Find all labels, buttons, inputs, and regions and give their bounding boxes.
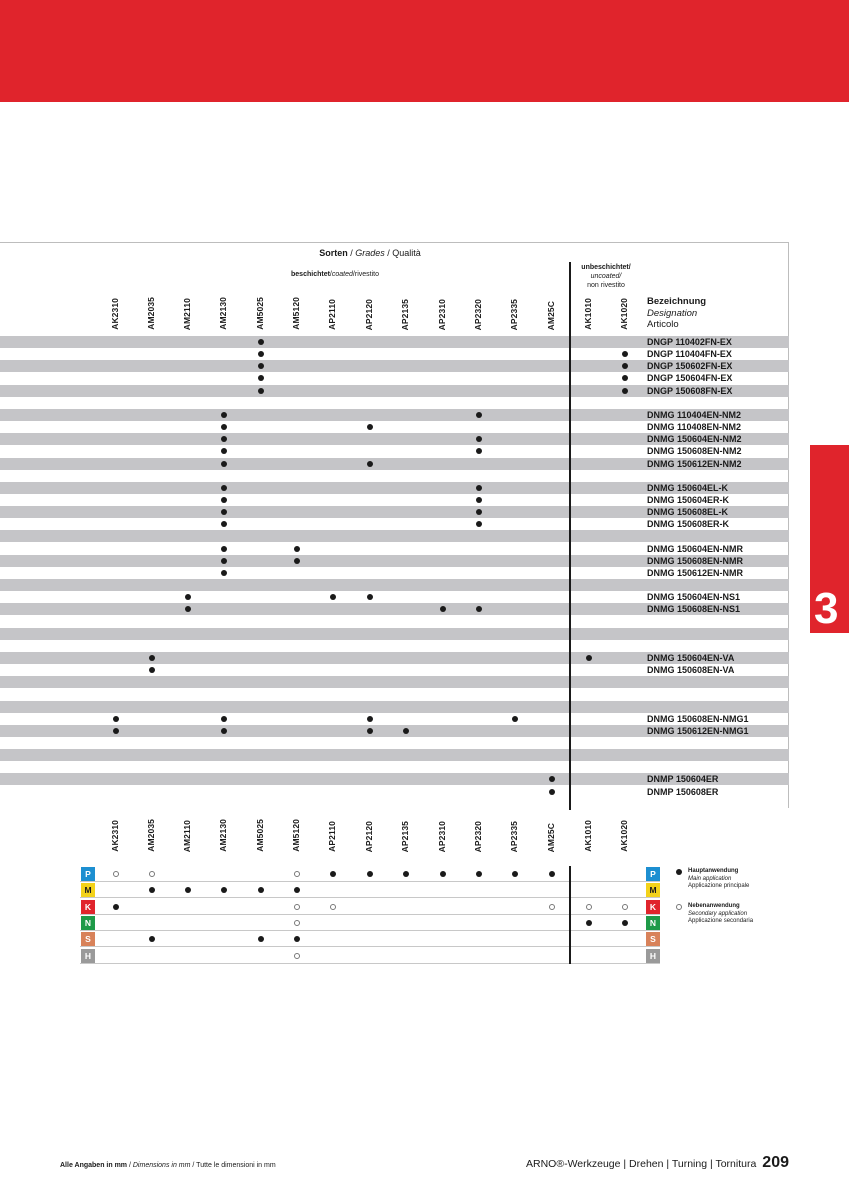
grade-dot-icon — [258, 363, 264, 369]
column-header-ap2310 — [437, 270, 451, 330]
grade-dot-icon — [476, 521, 482, 527]
table-row — [0, 652, 789, 664]
column-header-am2035 — [146, 270, 160, 330]
table-row — [0, 761, 789, 773]
iso-group-badge: S — [646, 932, 660, 946]
designation-cell: DNMG 150608EL-K — [647, 507, 729, 518]
coated-heading: beschichtet/coated/rivestito — [291, 271, 379, 278]
designation-cell: DNMG 150608EN-NS1 — [647, 604, 741, 615]
column-header-ap2320 — [473, 792, 487, 852]
secondary-application-dot-icon — [294, 904, 300, 910]
designation-cell: DNMG 150608ER-K — [647, 519, 730, 530]
grade-dot-icon — [113, 716, 119, 722]
iso-group-badge: N — [81, 916, 95, 930]
column-header-label: AK1010 — [583, 820, 593, 852]
table-row — [0, 640, 789, 652]
uncoated-heading: unbeschichtet/ uncoated/ non rivestito — [581, 264, 631, 289]
table-row — [0, 458, 789, 470]
grade-dot-icon — [476, 497, 482, 503]
footer-units: Alle Angaben in mm / Dimensions in mm / Tutte le dimensioni in mm — [60, 1162, 276, 1169]
iso-group-badge: K — [81, 900, 95, 914]
iso-group-badge: S — [81, 932, 95, 946]
application-row-m — [80, 882, 660, 898]
grade-dot-icon — [258, 351, 264, 357]
iso-group-badge: P — [646, 867, 660, 881]
designation-cell: DNMG 150604EL-K — [647, 482, 729, 493]
column-header-am2110 — [182, 792, 196, 852]
table-row — [0, 494, 789, 506]
designation-heading: Bezeichnung Designation Articolo — [647, 296, 707, 330]
table-row — [0, 336, 789, 348]
column-header-label: AM2110 — [182, 297, 192, 330]
column-header-label: AK1010 — [583, 298, 593, 330]
column-header-label: AK1020 — [619, 298, 629, 330]
column-header-label: AM25C — [546, 300, 556, 330]
designation-cell: DNMG 150604EN-VA — [647, 652, 735, 663]
table-row — [0, 372, 789, 384]
table-row — [0, 688, 789, 700]
table-row — [0, 579, 789, 591]
designation-cell: DNMG 150604EN-NS1 — [647, 592, 741, 603]
secondary-application-dot-icon — [149, 871, 155, 877]
table-row — [0, 409, 789, 421]
main-application-dot-icon — [367, 871, 373, 877]
main-application-dot-icon — [330, 871, 336, 877]
column-header-ak2310 — [110, 270, 124, 330]
designation-cell: DNGP 150604FN-EX — [647, 373, 733, 384]
grade-dot-icon — [367, 424, 373, 430]
grade-dot-icon — [476, 485, 482, 491]
column-header-ap2135 — [400, 270, 414, 330]
main-application-dot-icon — [258, 936, 264, 942]
column-header-label: AM2035 — [146, 297, 156, 330]
secondary-application-dot-icon — [113, 871, 119, 877]
main-application-dot-icon — [622, 920, 628, 926]
designation-cell: DNGP 110402FN-EX — [647, 337, 732, 347]
grade-dot-icon — [549, 776, 555, 782]
main-application-dot-icon — [403, 871, 409, 877]
iso-group-badge: P — [81, 867, 95, 881]
grade-dot-icon — [185, 606, 191, 612]
main-application-dot-icon — [221, 887, 227, 893]
grade-dot-icon — [221, 716, 227, 722]
grade-dot-icon — [476, 436, 482, 442]
main-application-dot-icon — [549, 871, 555, 877]
main-application-dot-icon — [586, 920, 592, 926]
grade-dot-icon — [586, 655, 592, 661]
column-header-am2130 — [218, 792, 232, 852]
column-header-label: AP2120 — [364, 820, 374, 852]
chapter-number: 3 — [814, 584, 839, 633]
main-application-dot-icon — [149, 887, 155, 893]
column-header-am5120 — [291, 792, 305, 852]
grade-dot-icon — [258, 339, 264, 345]
grade-dot-icon — [330, 594, 336, 600]
column-header-label: AM2035 — [146, 819, 156, 852]
table-row — [0, 713, 789, 725]
grade-dot-icon — [221, 448, 227, 454]
grades-heading: Sorten / Grades / Qualità — [319, 248, 421, 258]
column-header-label: AP2320 — [473, 820, 483, 852]
column-header-label: AP2310 — [437, 298, 447, 330]
grade-dot-icon — [185, 594, 191, 600]
application-row-k — [80, 899, 660, 915]
table-row — [0, 737, 789, 749]
column-header-ak1020 — [619, 792, 633, 852]
iso-group-badge: H — [81, 949, 95, 963]
designation-cell: DNMG 150612EN-NMG1 — [647, 725, 749, 736]
grade-dot-icon — [512, 716, 518, 722]
column-header-label: AP2120 — [364, 298, 374, 330]
application-row-p — [80, 866, 660, 882]
grade-dot-icon — [476, 412, 482, 418]
secondary-application-dot-icon — [294, 953, 300, 959]
designation-cell: DNMG 110404EN-NM2 — [647, 409, 742, 420]
table-row — [0, 433, 789, 445]
grade-dot-icon — [149, 655, 155, 661]
designation-cell: DNGP 110404FN-EX — [647, 349, 732, 360]
designation-cell: DNMG 150608EN-VA — [647, 665, 735, 676]
application-row-s — [80, 931, 660, 947]
grade-dot-icon — [367, 594, 373, 600]
grade-dot-icon — [221, 546, 227, 552]
designation-cell: DNMG 150612EN-NM2 — [647, 458, 742, 469]
designation-cell: DNMP 150608ER — [647, 786, 719, 797]
designation-cell: DNMG 150608EN-NMG1 — [647, 713, 749, 724]
iso-group-badge: H — [646, 949, 660, 963]
table-row — [0, 701, 789, 713]
grade-dot-icon — [476, 509, 482, 515]
grade-dot-icon — [258, 375, 264, 381]
chapter-tab[interactable] — [810, 445, 849, 633]
application-divider — [569, 866, 571, 964]
designation-cell: DNMG 150608EN-NMR — [647, 555, 744, 566]
table-row — [0, 421, 789, 433]
main-application-dot-icon — [258, 887, 264, 893]
designation-cell: DNMG 150604EN-NM2 — [647, 434, 742, 445]
column-header-am25c — [546, 270, 560, 330]
main-application-dot-icon — [185, 887, 191, 893]
column-header-label: AP2320 — [473, 298, 483, 330]
table-row — [0, 628, 789, 640]
grade-dot-icon — [221, 728, 227, 734]
column-header-label: AM25C — [546, 822, 556, 852]
open-dot-icon — [676, 904, 682, 910]
column-header-am2110 — [182, 270, 196, 330]
column-header-label: AP2135 — [400, 820, 410, 852]
column-header-label: AM2130 — [218, 297, 228, 330]
grade-dot-icon — [367, 716, 373, 722]
column-header-ap2110 — [327, 792, 341, 852]
table-row — [0, 749, 789, 761]
column-header-ap2110 — [327, 270, 341, 330]
table-row — [0, 676, 789, 688]
designation-cell: DNGP 150602FN-EX — [647, 361, 733, 372]
designation-cell: DNMG 150604EN-NMR — [647, 543, 744, 554]
designation-cell: DNMP 150604ER — [647, 774, 719, 785]
designation-cell: DNMG 110408EN-NM2 — [647, 422, 742, 433]
grade-dot-icon — [221, 424, 227, 430]
grade-dot-icon — [221, 497, 227, 503]
column-header-label: AP2335 — [509, 820, 519, 852]
column-header-label: AM5120 — [291, 819, 301, 852]
page-number: 209 — [762, 1154, 789, 1171]
column-header-ap2335 — [509, 270, 523, 330]
main-application-dot-icon — [294, 887, 300, 893]
grade-dot-icon — [221, 521, 227, 527]
column-header-ap2120 — [364, 792, 378, 852]
column-header-label: AK1020 — [619, 820, 629, 852]
grade-dot-icon — [440, 606, 446, 612]
secondary-application-dot-icon — [294, 920, 300, 926]
grade-dot-icon — [476, 606, 482, 612]
column-header-am2035 — [146, 792, 160, 852]
table-row — [0, 543, 789, 555]
table-row — [0, 591, 789, 603]
main-application-dot-icon — [294, 936, 300, 942]
table-row — [0, 482, 789, 494]
footer-breadcrumb: ARNO®-Werkzeuge | Drehen | Turning | Tornitura — [526, 1158, 757, 1170]
designation-cell: DNMG 150608EN-NM2 — [647, 446, 742, 457]
secondary-application-dot-icon — [622, 904, 628, 910]
column-header-label: AP2335 — [509, 298, 519, 330]
grade-dot-icon — [258, 388, 264, 394]
main-application-dot-icon — [512, 871, 518, 877]
secondary-application-dot-icon — [294, 871, 300, 877]
table-row — [0, 555, 789, 567]
column-header-label: AM2110 — [182, 819, 192, 852]
column-header-label: AP2110 — [327, 299, 337, 330]
secondary-application-dot-icon — [330, 904, 336, 910]
column-header-ap2320 — [473, 270, 487, 330]
iso-group-badge: M — [81, 883, 95, 897]
table-row — [0, 445, 789, 457]
main-application-dot-icon — [149, 936, 155, 942]
grade-dot-icon — [221, 558, 227, 564]
footer-nav — [526, 1154, 789, 1172]
iso-group-badge: N — [646, 916, 660, 930]
table-row — [0, 567, 789, 579]
designation-cell: DNGP 150608FN-EX — [647, 385, 733, 396]
main-application-dot-icon — [440, 871, 446, 877]
column-header-label: AM5025 — [255, 819, 265, 852]
designation-cell: DNMG 150612EN-NMR — [647, 567, 744, 578]
designation-cell: DNMG 150604ER-K — [647, 494, 730, 505]
grade-dot-icon — [294, 546, 300, 552]
filled-dot-icon — [676, 869, 682, 875]
application-row-h — [80, 948, 660, 964]
application-table — [80, 866, 660, 964]
secondary-application-dot-icon — [549, 904, 555, 910]
grade-dot-icon — [294, 558, 300, 564]
legend-secondary: Nebenanwendung Secondary application Applicazione secondaria — [676, 903, 816, 933]
grade-dot-icon — [367, 728, 373, 734]
column-header-ak1010 — [583, 792, 597, 852]
table-row — [0, 664, 789, 676]
column-header-ak1010 — [583, 270, 597, 330]
column-header-label: AP2310 — [437, 820, 447, 852]
grade-dot-icon — [221, 485, 227, 491]
secondary-application-dot-icon — [586, 904, 592, 910]
grade-dot-icon — [221, 461, 227, 467]
iso-group-badge: K — [646, 900, 660, 914]
grade-dot-icon — [221, 436, 227, 442]
top-brand-bar — [0, 0, 849, 102]
grade-dot-icon — [476, 448, 482, 454]
table-row — [0, 518, 789, 530]
column-header-ap2310 — [437, 792, 451, 852]
grade-dot-icon — [221, 412, 227, 418]
column-header-label: AM2130 — [218, 819, 228, 852]
table-row — [0, 470, 789, 482]
column-header-ak2310 — [110, 792, 124, 852]
table-row — [0, 385, 789, 397]
column-header-ap2335 — [509, 792, 523, 852]
grade-dot-icon — [113, 728, 119, 734]
grade-dot-icon — [622, 388, 628, 394]
grade-dot-icon — [622, 375, 628, 381]
column-header-label: AK2310 — [110, 298, 120, 330]
column-header-label: AM5120 — [291, 297, 301, 330]
table-row — [0, 360, 789, 372]
table-row — [0, 530, 789, 542]
table-row — [0, 348, 789, 360]
main-application-dot-icon — [476, 871, 482, 877]
iso-group-badge: M — [646, 883, 660, 897]
grade-dot-icon — [403, 728, 409, 734]
grade-dot-icon — [367, 461, 373, 467]
column-header-ap2135 — [400, 792, 414, 852]
table-row — [0, 397, 789, 409]
column-header-am5025 — [255, 270, 269, 330]
application-row-n — [80, 915, 660, 931]
column-header-label: AM5025 — [255, 297, 265, 330]
table-row — [0, 725, 789, 737]
column-header-ak1020 — [619, 270, 633, 330]
column-header-am2130 — [218, 270, 232, 330]
grade-dot-icon — [221, 509, 227, 515]
table-row — [0, 615, 789, 627]
main-application-dot-icon — [113, 904, 119, 910]
column-header-am25c — [546, 792, 560, 852]
grade-dot-icon — [149, 667, 155, 673]
column-header-label: AP2135 — [400, 298, 410, 330]
column-header-am5025 — [255, 792, 269, 852]
grade-dot-icon — [221, 570, 227, 576]
column-header-label: AP2110 — [327, 821, 337, 852]
legend-main: Hauptanwendung Main application Applicazione principale — [676, 868, 816, 898]
table-row — [0, 773, 789, 785]
column-header-am5120 — [291, 270, 305, 330]
column-header-ap2120 — [364, 270, 378, 330]
column-header-label: AK2310 — [110, 820, 120, 852]
grade-dot-icon — [622, 363, 628, 369]
table-row — [0, 506, 789, 518]
grade-dot-icon — [622, 351, 628, 357]
coated-uncoated-divider — [569, 262, 571, 810]
table-row — [0, 603, 789, 615]
